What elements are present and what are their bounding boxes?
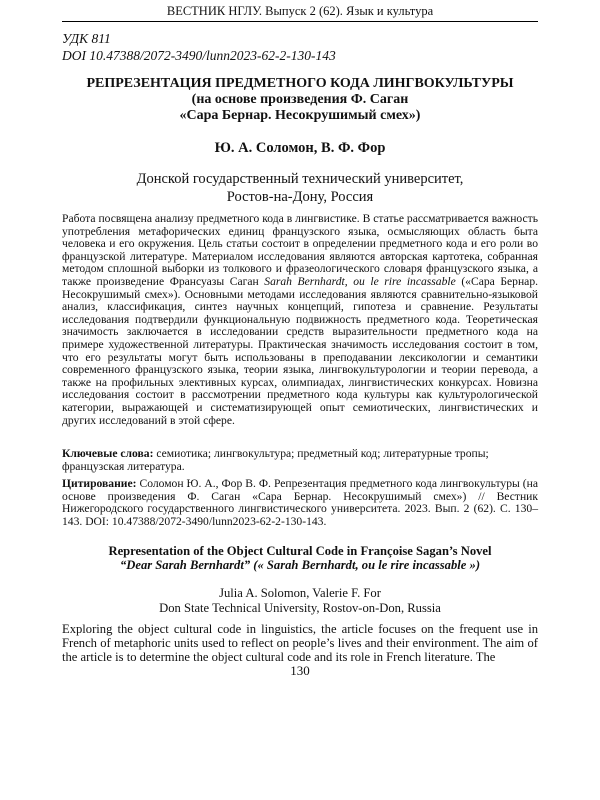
abstract-part-2: («Сара Бернар. Несокрушимый смех»). Основными методами исследования являются сравнительно-языковой анализ, классификация, синтез научных концепций, гипотеза и сравнение. Результаты исследования подтвердили функциональную подвижность предметного кода. Теоретическая значимость заключается в исследовании средств выразительности предметного кода на примере художественной литературы. Практическая значимость исследования состоит в том, что его результаты могут быть использованы в преподавании лексикологии и семантики современного французского языка, теории языка, лингвокультурологии и теории перевода, а также на профильных элективных курсах, олимпиадах, лингвистических конкурсах. Новизна исследования состоит в рассмотрении предметного кода культуры как культурологической категории, выражающей и систематизирующей опыт семиотических, лингвистических и других исследований в этой сфере.	[62, 274, 539, 427]
citation-label: Цитирование:	[62, 477, 137, 490]
keywords	[62, 448, 538, 473]
affiliation-line-1: Донской государственный технический университет,	[136, 171, 464, 187]
english-title-part-b: « Sarah Bernhardt, ou le rire incassable »	[257, 558, 476, 572]
abstract	[62, 213, 538, 427]
abstract-work-title: Sarah Bernhardt, ou le rire incassable	[264, 274, 456, 288]
english-affiliation: Don State Technical University, Rostov-on-Don, Russia	[159, 600, 441, 615]
title-line-2: (на основе произведения Ф. Саган	[191, 92, 409, 107]
citation	[62, 478, 538, 528]
english-authors: Julia A. Solomon, Valerie F. For	[219, 586, 381, 600]
affiliation	[62, 170, 538, 206]
english-title-part-c: )	[475, 558, 481, 572]
article-meta	[62, 30, 336, 64]
doi: DOI 10.47388/2072-3490/lunn2023-62-2-130-143	[62, 48, 336, 63]
title-line-3: «Сара Бернар. Несокрушимый смех»)	[179, 108, 421, 123]
article-title	[62, 76, 538, 124]
running-head: ВЕСТНИК НГЛУ. Выпуск 2 (62). Язык и культура	[62, 3, 538, 22]
keywords-label: Ключевые слова:	[62, 447, 154, 460]
abstract-part-1: Работа посвящена анализу предметного кода в лингвистике. В статье рассматривается важность употребления метафорических единиц французского языка, осмысляющих область быта человека и его окружения. Цель статьи состоит в определении предметного кода и его роли во французской литературе. Материалом исследования являются авторская картотека, собранная методом сплошной выборки из толкового и фразеологического словаря французского языка, а также произведение Франсуазы Саган	[62, 212, 538, 288]
english-title-line-1: Representation of the Object Cultural Code in Françoise Sagan’s Novel	[108, 544, 492, 558]
english-authors-block	[62, 586, 538, 615]
english-title-line-2	[62, 558, 538, 572]
page-number: 130	[290, 663, 310, 678]
affiliation-line-2: Ростов-на-Дону, Россия	[226, 189, 374, 205]
citation-text: Соломон Ю. А., Фор В. Ф. Репрезентация предметного кода лингвокультуры (на основе произведения Ф. Саган «Сара Бернар. Несокрушимый смех») // Вестник Нижегородского государственного лингвистического университета. 2023. Вып. 2 (62). С. 130–143. DOI: 10.47388/2072-3490/lunn2023-62-2-130-143.	[62, 477, 538, 528]
udk-code: УДК 811	[62, 31, 111, 46]
english-title	[62, 544, 538, 572]
title-line-1: РЕПРЕЗЕНТАЦИЯ ПРЕДМЕТНОГО КОДА ЛИНГВОКУЛЬТУРЫ	[86, 76, 514, 91]
keywords-text: семиотика; лингвокультура; предметный код; литературные тропы; французская литература.	[62, 447, 489, 473]
english-title-part-a: “Dear Sarah Bernhardt” (	[119, 558, 258, 572]
english-abstract: Exploring the object cultural code in linguistics, the article focuses on the frequent use in French of metaphoric units used to reflect on people’s lives and their environment. The aim of the article is to determine the object cultural code and its role in French literature. The	[62, 622, 538, 664]
authors: Ю. А. Соломон, В. Ф. Фор	[214, 140, 386, 156]
